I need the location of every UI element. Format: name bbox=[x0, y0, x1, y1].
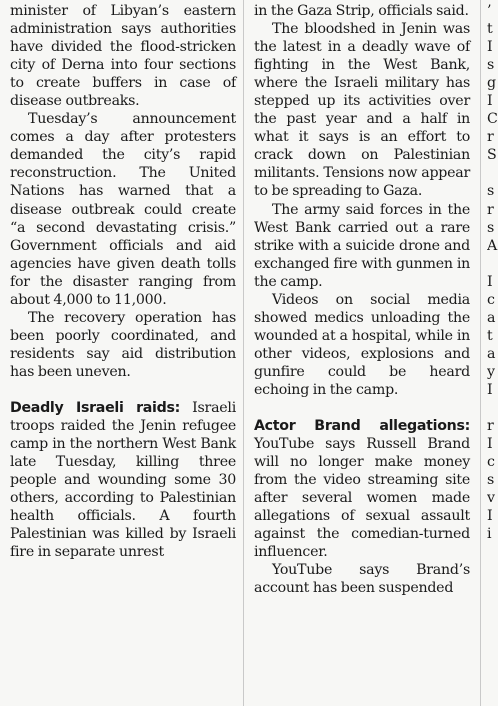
paragraph bbox=[10, 399, 236, 561]
paragraph: The bloodshed in Jenin was the latest in a deadly wave of fighting in the West Bank, where the Israeli military has stepped up its activities over the past year and a half in what it says is an effort to crack down on Palestinian militants. Tensions now appear to be spreading to Gaza. bbox=[254, 21, 470, 200]
cropped-line-fragment: y bbox=[487, 363, 495, 380]
column-divider bbox=[480, 0, 481, 706]
cropped-line-fragment: c bbox=[487, 291, 495, 308]
cropped-line-fragment: A bbox=[487, 237, 497, 254]
paragraph: minister of Libyan’s eastern administration says authorities have divided the flood-stricken city of Derna into four sections to create buffers in case of disease outbreaks. bbox=[10, 3, 236, 110]
cropped-line-fragment: t bbox=[487, 327, 493, 344]
article-column-3-cropped bbox=[487, 2, 498, 543]
cropped-line-fragment: I bbox=[487, 381, 493, 398]
article-column-1 bbox=[10, 2, 236, 561]
paragraph: YouTube says Brand’s account has been suspended bbox=[254, 562, 470, 597]
cropped-line-fragment: ’ bbox=[487, 3, 492, 19]
cropped-line-fragment: I bbox=[487, 436, 493, 453]
paragraph bbox=[254, 417, 470, 561]
cropped-line-fragment: s bbox=[487, 183, 495, 200]
cropped-line-fragment: S bbox=[487, 147, 497, 164]
cropped-line-fragment: I bbox=[487, 93, 493, 110]
cropped-line-fragment: i bbox=[487, 526, 492, 543]
cropped-line-fragment: a bbox=[487, 345, 496, 362]
cropped-line-fragment: s bbox=[487, 57, 495, 74]
paragraph-body: Israeli troops raided the Jenin refugee camp in the northern West Bank late Tuesday, killing three people and wounding some 30 others, according to Palestinian health officials. A fourth Palestinian was killed by Israeli fire in separate unrest bbox=[10, 399, 236, 561]
column-divider bbox=[243, 0, 244, 706]
cropped-line-fragment: I bbox=[487, 508, 493, 525]
cropped-line-fragment: I bbox=[487, 273, 493, 290]
paragraph: in the Gaza Strip, officials said. bbox=[254, 3, 469, 19]
cropped-line-fragment bbox=[487, 255, 498, 273]
section-lead-actor-brand-allegations: Actor Brand allegations: bbox=[254, 418, 470, 435]
cropped-line-fragment bbox=[487, 164, 498, 182]
cropped-line-fragment: r bbox=[487, 201, 494, 218]
paragraph-gap bbox=[254, 399, 470, 417]
section-lead-deadly-israeli-raids: Deadly Israeli raids: bbox=[10, 399, 180, 416]
paragraph-body: YouTube says Russell Brand will no longer make money from the video streaming site after several women made allegations of sexual assault against the comedian-turned influencer. bbox=[254, 436, 470, 561]
cropped-line-fragment: s bbox=[487, 472, 495, 489]
cropped-line-fragment: g bbox=[487, 75, 496, 92]
paragraph-gap bbox=[10, 381, 236, 399]
cropped-line-fragment: a bbox=[487, 309, 496, 326]
cropped-line-fragment: c bbox=[487, 454, 495, 471]
cropped-line-fragment: C bbox=[487, 111, 498, 128]
cropped-line-fragment: t bbox=[487, 21, 493, 38]
paragraph: The recovery operation has been poorly coordinated, and residents say aid distribution has been uneven. bbox=[10, 309, 236, 380]
cropped-line-fragment: I bbox=[487, 39, 493, 56]
cropped-line-fragment: r bbox=[487, 418, 494, 435]
paragraph: Videos on social media showed medics unloading the wounded at a hospital, while in other videos, explosions and gunfire could be heard echoing in the camp. bbox=[254, 291, 470, 398]
cropped-line-fragment: r bbox=[487, 129, 494, 146]
cropped-line-fragment: s bbox=[487, 219, 495, 236]
cropped-line-fragment: v bbox=[487, 490, 495, 507]
paragraph: The army said forces in the West Bank carried out a rare strike with a suicide drone and exchanged fire with gunmen in the camp. bbox=[254, 201, 470, 290]
article-column-2 bbox=[254, 2, 470, 598]
paragraph: Tuesday’s announcement comes a day after protesters demanded the city’s rapid reconstruction. The United Nations has warned that a disease outbreak could create “a second devastating crisis.” Government officials and aid agencies have given death tolls for the disaster ranging from about 4,000 to 11,000. bbox=[10, 111, 236, 308]
cropped-line-fragment bbox=[487, 399, 498, 417]
